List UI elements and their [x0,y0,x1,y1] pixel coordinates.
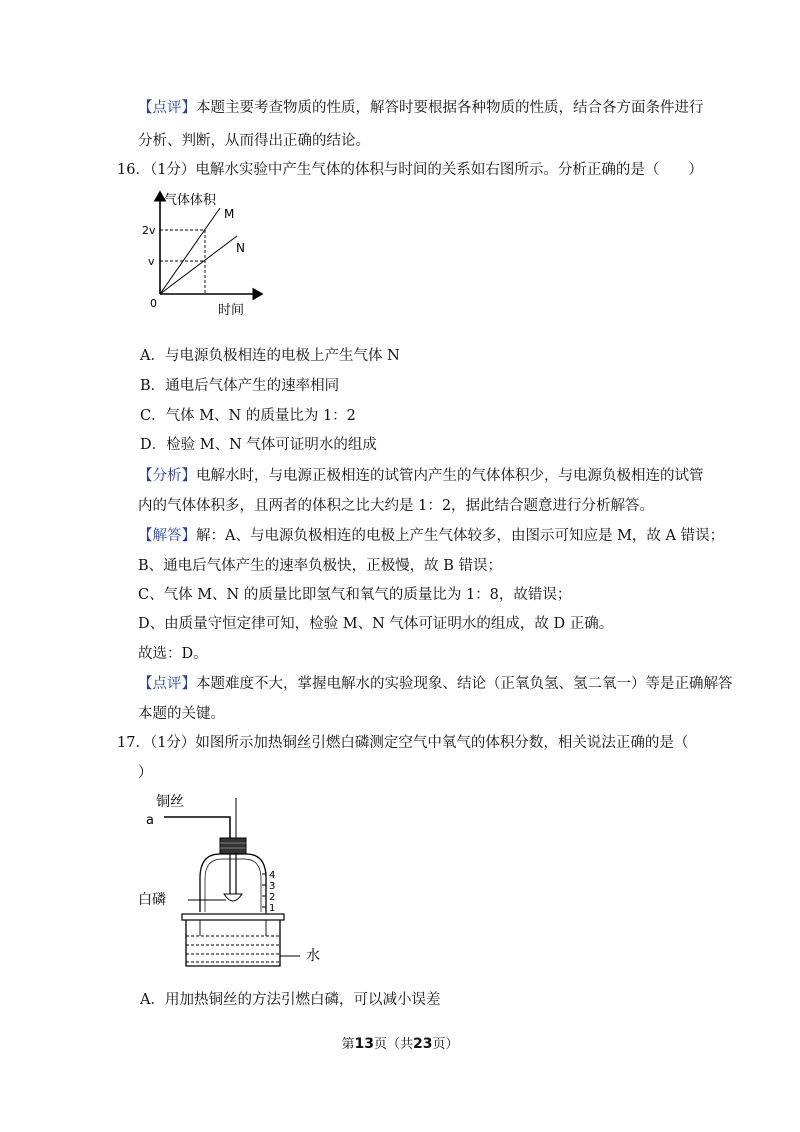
review-tag-2: 【点评】 [138,676,196,692]
line-n [160,236,237,294]
stopper [220,838,246,854]
q17-option-a: A．用加热铜丝的方法引燃白磷，可以减小误差 [140,992,441,1008]
origin-label: 0 [150,297,157,310]
review-line-1 [138,98,704,118]
line-m [160,208,220,294]
end-a-label: a [146,813,154,828]
review-text-2: 本题难度不大，掌握电解水的实验现象、结论（正氧负氢、氢二氧一）等是正确解答 [196,676,733,692]
q16-answer-2: B、通电后气体产生的速率负极快，正极慢，故 B 错误； [138,558,503,574]
q16-option-a: A．与电源负极相连的电极上产生气体 N [140,348,400,364]
white-phosphorus-label: 白磷 [138,892,166,908]
scale-4: 4 [269,870,276,881]
n-label: N [236,241,245,255]
scale-3: 3 [269,881,276,892]
copper-wire-label: 铜丝 [156,794,184,810]
m-label: M [224,207,235,221]
scale-2: 2 [269,892,276,903]
analysis-tag: 【分析】 [138,468,196,484]
q16-analysis-1 [138,466,704,486]
question-16-stem: 16．（1分）电解水实验中产生气体的体积与时间的关系如右图所示。分析正确的是（ ） [117,162,703,178]
q16-option-c: C．气体 M、N 的质量比为 1：2 [140,408,356,424]
y-axis-label: 气体体积 [164,193,217,208]
q16-answer-1 [138,526,724,546]
q16-answer-5: 故选：D。 [138,646,208,662]
tick-v: v [148,255,155,268]
trough-rim [182,914,284,920]
analysis-text: 电解水时，与电源正极相连的试管内产生的气体体积少，与电源负极相连的试管 [196,468,704,484]
q16-analysis-2: 内的气体体积多，且两者的体积之比大约是 1：2，据此结合题意进行分析解答。 [138,498,655,514]
apparatus-diagram [138,790,338,980]
q16-answer-3: C、气体 M、N 的质量比即氢气和氧气的质量比为 1：8，故错误； [138,587,572,603]
total-pages: 23 [413,1036,433,1052]
answer-text: 解：A、与电源负极相连的电极上产生气体较多，由图示可知应是 M，故 A 错误； [196,528,725,544]
water-label: 水 [306,948,320,964]
review-line-2: 分析、判断，从而得出正确的结论。 [138,133,370,149]
phosphorus-spoon [224,894,242,901]
review-tag: 【点评】 [138,100,196,116]
answer-tag: 【解答】 [138,528,196,544]
question-17-stem-2: ） [138,765,153,781]
q16-review-1 [138,674,733,694]
scale-1: 1 [269,903,276,914]
bell-jar [200,854,266,912]
volume-time-graph [140,186,270,316]
current-page: 13 [354,1036,374,1052]
review-text: 本题主要考查物质的性质，解答时要根据各种物质的性质，结合各方面条件进行 [196,100,704,116]
x-axis-label: 时间 [218,303,245,316]
q16-option-d: D．检验 M、N 气体可证明水的组成 [140,437,377,453]
copper-wire [164,817,230,838]
page-footer: 第13页（共23页） [341,1036,459,1052]
q16-option-b: B．通电后气体产生的速率相同 [140,378,340,394]
q16-answer-4: D、由质量守恒定律可知，检验 M、N 气体可证明水的组成，故 D 正确。 [138,616,614,632]
question-17-stem-1: 17．（1分）如图所示加热铜丝引燃白磷测定空气中氧气的体积分数，相关说法正确的是（ [117,735,689,751]
q16-review-2: 本题的关键。 [138,706,225,722]
tick-2v: 2v [142,224,156,237]
